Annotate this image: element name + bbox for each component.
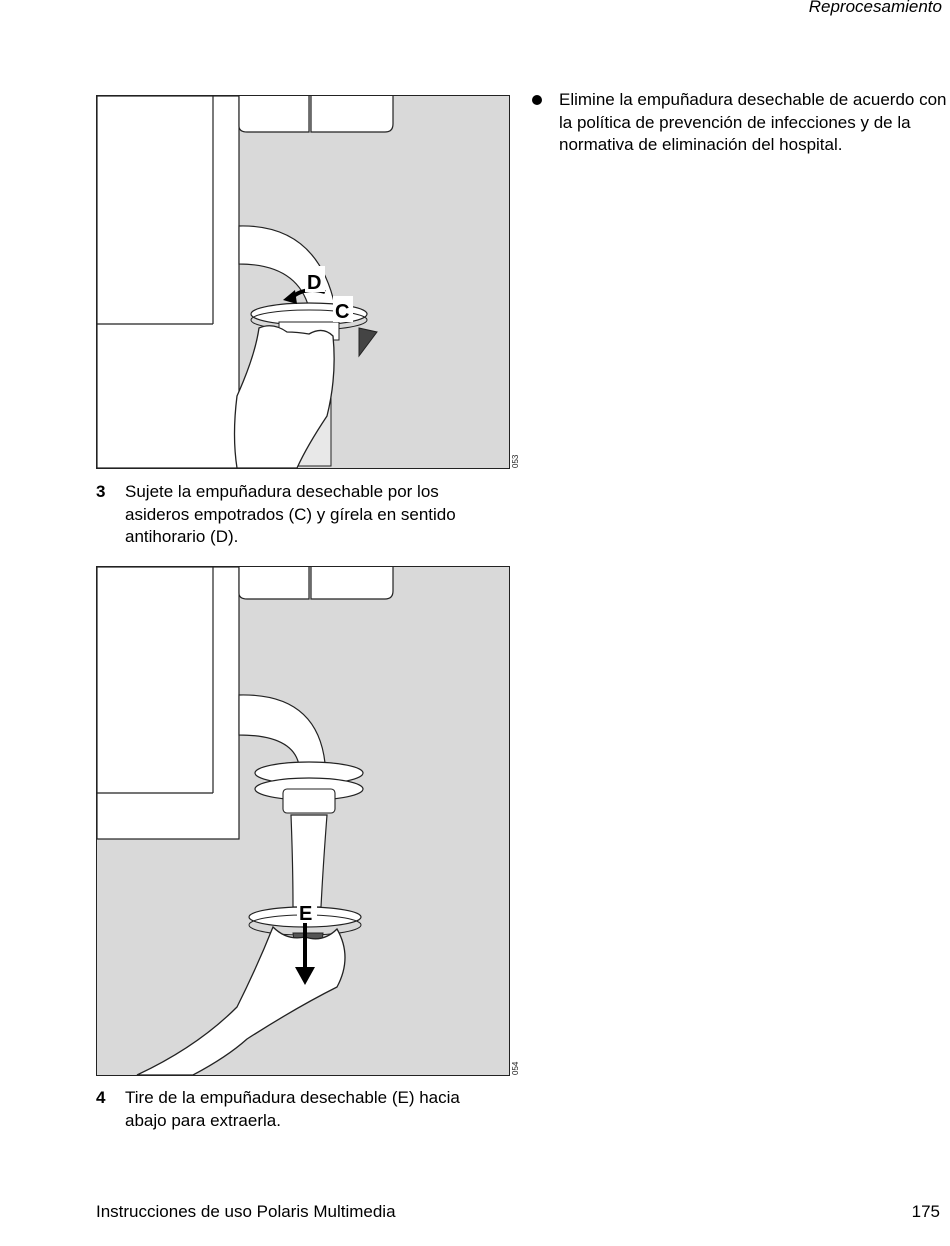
- figure-053: [96, 95, 510, 469]
- callout-label-d: D: [307, 272, 322, 294]
- callout-label-c: C: [335, 301, 350, 323]
- bullet-dot-icon: [532, 95, 542, 105]
- figure-code-054: 054: [511, 1061, 520, 1075]
- figure-code-053: 053: [511, 454, 520, 468]
- step-number: 4: [96, 1088, 106, 1107]
- figure-053-illustration: [97, 96, 509, 468]
- step-text: Tire de la empuñadura desechable (E) hacia abajo para extraerla.: [125, 1088, 460, 1130]
- callout-label-e: E: [299, 903, 313, 925]
- step-4: [96, 1087, 506, 1132]
- figure-054: [96, 566, 510, 1076]
- step-3: [96, 481, 506, 549]
- figure-054-illustration: [97, 567, 509, 1075]
- footer-page-number: 175: [911, 1202, 940, 1221]
- step-text: Sujete la empuñadura desechable por los asideros empotrados (C) y gírela en sentido antihorario (D).: [125, 482, 456, 546]
- bullet-item: [532, 89, 947, 157]
- header-section-title: Reprocesamiento: [808, 0, 942, 16]
- step-number: 3: [96, 482, 106, 501]
- footer-doc-title: Instrucciones de uso Polaris Multimedia: [96, 1202, 396, 1221]
- bullet-text: Elimine la empuñadura desechable de acuerdo con la política de prevención de infecciones y de la normativa de eliminación del hospital.: [559, 90, 947, 154]
